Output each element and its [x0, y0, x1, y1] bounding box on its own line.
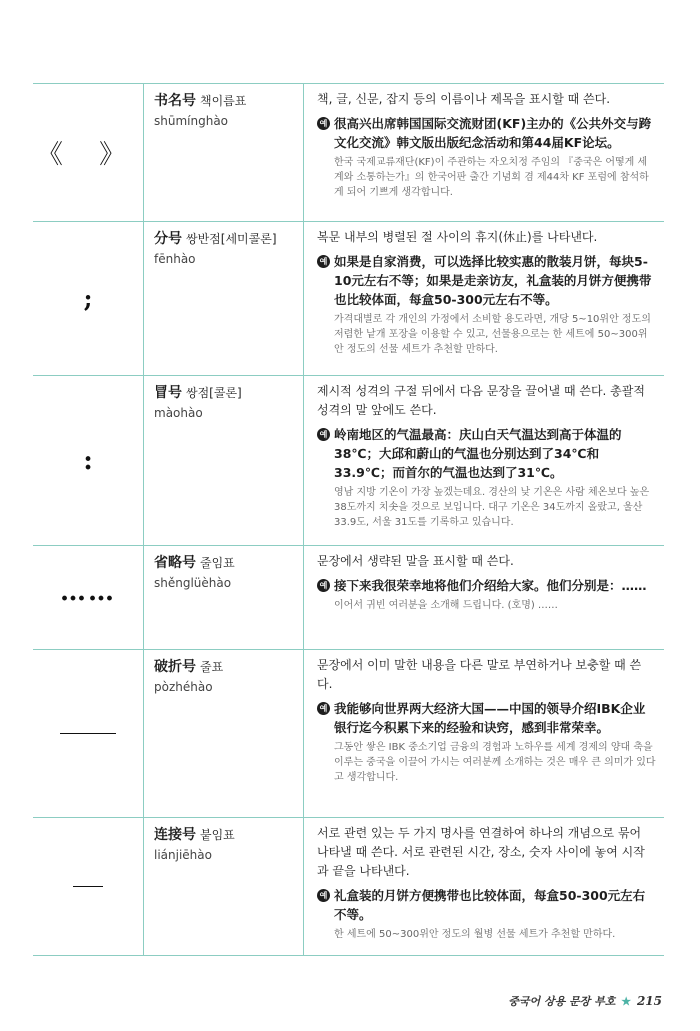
name-pinyin: pòzhéhào [154, 680, 213, 694]
symbol-cell [33, 222, 144, 375]
symbol-cell [33, 376, 144, 545]
example-block [317, 886, 656, 924]
symbol-colon: : [83, 445, 93, 476]
name-pinyin: liánjiēhào [154, 848, 212, 862]
name-pinyin: shěnglüèhào [154, 576, 232, 590]
name-chinese: 省略号 [154, 555, 196, 571]
table-row [33, 650, 664, 818]
name-cell [144, 376, 304, 545]
example-korean: 한국 국제교류재단(KF)이 주관하는 자오치정 주임의 『중국은 어떻게 세계와 소통하는가』의 한국어판 출간 기념회 겸 제44차 KF 포럼에 참석하게 되어 기쁘게 생각합니다. [334, 157, 649, 198]
example-korean: 한 세트에 50~300위안 정도의 월병 선물 세트가 추천할 만하다. [334, 929, 616, 940]
symbol-connector-line [73, 886, 103, 888]
example-badge-icon: 예 [317, 889, 330, 902]
name-chinese: 分号 [154, 231, 182, 247]
page-number: 215 [636, 994, 662, 1008]
table-row [33, 222, 664, 376]
name-cell [144, 84, 304, 221]
name-korean: 줄표 [200, 660, 224, 674]
example-korean: 영남 지방 기온이 가장 높겠는데요. 경산의 낮 기온은 사람 체온보다 높은 38도까지 치솟을 것으로 보입니다. 대구 기온은 34도까지 올랐고, 울산 33.9도, 서울 31도를 기록하고 있습니다. [334, 487, 650, 528]
example-chinese: 我能够向世界两大经济大国——中国的领导介绍IBK企业银行迄今积累下来的经验和诀窍，感到非常荣幸。 [334, 701, 646, 735]
example-badge-icon: 예 [317, 579, 330, 592]
example-badge-icon: 예 [317, 117, 330, 130]
table-row [33, 84, 664, 222]
symbol-semicolon: ; [83, 284, 93, 313]
description-cell [304, 650, 664, 817]
example-chinese: 很高兴出席韩国国际交流财团(KF)主办的《公共外交与跨文化交流》韩文版出版纪念活动和第44届KF论坛。 [334, 116, 652, 150]
footer-chapter-title: 중국어 상용 문장 부호 [508, 995, 616, 1008]
description-text: 책, 글, 신문, 잡지 등의 이름이나 제목을 표시할 때 쓴다. [317, 92, 611, 106]
example-chinese: 如果是自家消费，可以选择比较实惠的散装月饼，每块5-10元左右不等；如果是走亲访友，礼盒装的月饼方便携带也比较体面，每盒50-300元左右不等。 [334, 254, 652, 307]
symbol-book-title-marks: 《 》 [36, 140, 140, 170]
description-text: 제시적 성격의 구절 뒤에서 다음 문장을 끌어낼 때 쓴다. 총괄적 성격의 말 앞에도 쓴다. [317, 384, 645, 417]
description-text: 문장에서 이미 말한 내용을 다른 말로 부연하거나 보충할 때 쓴다. [317, 658, 642, 691]
name-pinyin: màohào [154, 406, 203, 420]
symbol-ellipsis: …… [60, 576, 116, 607]
symbol-cell [33, 818, 144, 955]
name-chinese: 破折号 [154, 659, 196, 675]
name-korean: 책이름표 [200, 94, 247, 108]
name-korean: 쌍반점[세미콜론] [186, 232, 277, 246]
page-footer [508, 993, 662, 1009]
name-cell [144, 650, 304, 817]
name-chinese: 书名号 [154, 93, 196, 109]
name-cell [144, 818, 304, 955]
table-row [33, 376, 664, 546]
punctuation-table [33, 83, 664, 956]
name-korean: 줄임표 [200, 556, 235, 570]
description-cell [304, 546, 664, 649]
example-badge-icon: 예 [317, 702, 330, 715]
table-row [33, 818, 664, 956]
example-korean: 그동안 쌓은 IBK 중소기업 금융의 경험과 노하우를 세계 경제의 양대 축을 이루는 중국을 이끌어 가시는 여러분께 소개하는 것은 매우 큰 의미가 있다고 생각합니다. [334, 742, 656, 783]
symbol-dash-line [60, 733, 116, 735]
description-text: 문장에서 생략된 말을 표시할 때 쓴다. [317, 554, 514, 568]
name-pinyin: fēnhào [154, 252, 196, 266]
example-badge-icon: 예 [317, 428, 330, 441]
description-cell [304, 818, 664, 955]
description-text: 서로 관련 있는 두 가지 명사를 연결하여 하나의 개념으로 묶어 나타낼 때 쓴다. 서로 관련된 시간, 장소, 숫자 사이에 놓여 시작과 끝을 나타낸다. [317, 826, 645, 878]
star-icon: ★ [621, 995, 632, 1008]
symbol-cell [33, 650, 144, 817]
example-block [317, 425, 656, 482]
example-block [317, 699, 656, 737]
name-cell [144, 546, 304, 649]
description-cell [304, 222, 664, 375]
name-chinese: 冒号 [154, 385, 182, 401]
example-chinese: 岭南地区的气温最高：庆山白天气温达到高于体温的38℃；大邱和蔚山的气温也分别达到了34℃和33.9℃；而首尔的气温也达到了31℃。 [334, 427, 622, 480]
example-korean: 가격대별로 각 개인의 가정에서 소비할 용도라면, 개당 5~10위안 정도의 저렴한 낱개 포장을 이용할 수 있고, 선물용으로는 한 세트에 50~300위안 정도의 선물 세트가 추천할 만하다. [334, 314, 651, 355]
symbol-cell [33, 84, 144, 221]
name-korean: 쌍점[콜론] [186, 386, 242, 400]
example-badge-icon: 예 [317, 255, 330, 268]
example-chinese: 接下来我很荣幸地将他们介绍给大家。他们分别是：…… [334, 578, 647, 593]
example-korean: 이어서 귀빈 여러분을 소개해 드립니다. (호명) …… [334, 600, 558, 611]
description-cell [304, 84, 664, 221]
name-cell [144, 222, 304, 375]
example-block [317, 114, 656, 152]
name-chinese: 连接号 [154, 827, 196, 843]
table-row [33, 546, 664, 650]
description-cell [304, 376, 664, 545]
example-block [317, 252, 656, 309]
example-chinese: 礼盒装的月饼方便携带也比较体面，每盒50-300元左右不等。 [334, 888, 646, 922]
symbol-cell [33, 546, 144, 649]
name-korean: 붙임표 [200, 828, 235, 842]
description-text: 복문 내부의 병렬된 절 사이의 휴지(休止)를 나타낸다. [317, 230, 598, 244]
name-pinyin: shūmínghào [154, 114, 229, 128]
example-block [317, 576, 656, 595]
